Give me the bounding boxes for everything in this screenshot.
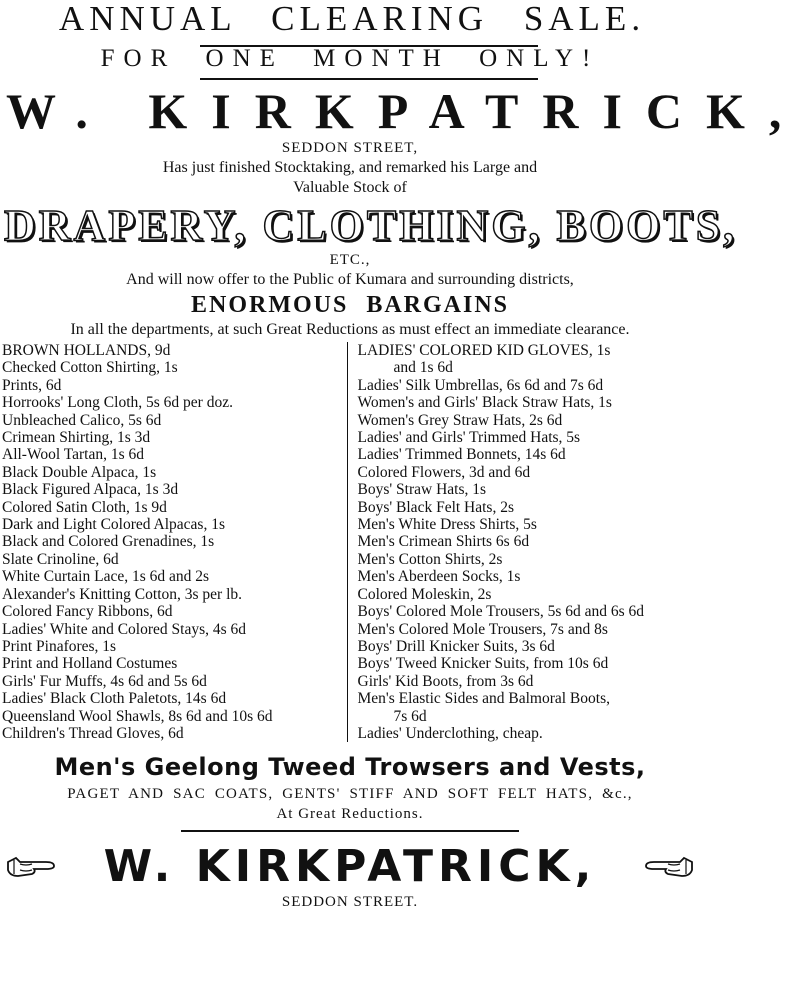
list-item: All-Wool Tartan, 1s 6d <box>2 446 145 464</box>
price-list-right <box>347 342 701 742</box>
list-item: Ladies' White and Colored Stays, 4s 6d <box>2 620 247 638</box>
list-item: Prints, 6d <box>2 376 62 394</box>
list-item: Ladies' Black Cloth Paletots, 14s 6d <box>2 690 227 708</box>
list-item: BROWN HOLLANDS, 9d <box>2 342 171 359</box>
merchant-name: W. KIRKPATRICK, <box>6 83 805 139</box>
footer-street-address: SEDDON STREET. <box>281 894 419 911</box>
list-item: Crimean Shirting, 1s 3d <box>2 429 151 447</box>
price-list <box>0 342 700 742</box>
headline-rule-bottom <box>200 78 538 80</box>
list-item: Dark and Light Colored Alpacas, 1s <box>2 516 225 534</box>
footer-signature <box>0 842 700 892</box>
list-item: Children's Thread Gloves, 6d <box>2 724 184 742</box>
list-item: Black Double Alpaca, 1s <box>2 463 157 481</box>
list-item: Boys' Drill Knicker Suits, 3s 6d <box>357 637 555 655</box>
list-item: Ladies' Underclothing, cheap. <box>357 724 543 742</box>
bargains-heading: ENORMOUS BARGAINS <box>190 292 510 318</box>
list-item: Boys' Colored Mole Trousers, 5s 6d and 6s 6d <box>357 603 645 621</box>
intro-line-2: Valuable Stock of <box>293 179 407 196</box>
list-item: Men's Crimean Shirts 6s 6d <box>357 533 530 551</box>
offer-line: And will now offer to the Public of Kumara and surrounding districts, <box>126 271 574 288</box>
footer-rule <box>181 830 519 832</box>
great-reductions: At Great Reductions. <box>276 806 424 823</box>
list-item: Colored Flowers, 3d and 6d <box>357 463 531 481</box>
list-item: Men's Elastic Sides and Balmoral Boots, <box>357 690 610 708</box>
pointing-hand-left-icon <box>642 852 694 882</box>
street-address: SEDDON STREET, <box>281 140 419 156</box>
list-item: Women's Grey Straw Hats, 2s 6d <box>357 411 563 429</box>
list-item: Men's Colored Mole Trousers, 7s and 8s <box>357 620 608 638</box>
list-item: Alexander's Knitting Cotton, 3s per lb. <box>2 585 243 603</box>
list-item: Black and Colored Grenadines, 1s <box>2 533 215 551</box>
list-item: Girls' Fur Muffs, 4s 6d and 5s 6d <box>2 672 207 690</box>
list-item: Ladies' and Girls' Trimmed Hats, 5s <box>357 429 581 447</box>
list-item: Print and Holland Costumes <box>2 655 178 673</box>
list-item: LADIES' COLORED KID GLOVES, 1s <box>357 342 611 359</box>
list-item: Print Pinafores, 1s <box>2 637 117 655</box>
list-item: Checked Cotton Shirting, 1s <box>2 359 178 377</box>
price-list-left <box>0 342 345 742</box>
headline-rule-top <box>200 45 538 47</box>
etc-label: ETC., <box>329 252 371 268</box>
stock-banner: DRAPERY, CLOTHING, BOOTS, <box>4 201 738 250</box>
subhead: FOR ONE MONTH ONLY! <box>100 45 600 72</box>
list-item: Horrooks' Long Cloth, 5s 6d per doz. <box>2 394 233 412</box>
list-item: Queensland Wool Shawls, 8s 6d and 10s 6d <box>2 707 273 725</box>
pointing-hand-right-icon <box>6 852 58 882</box>
list-item: Colored Moleskin, 2s <box>357 585 492 603</box>
list-item: Colored Fancy Ribbons, 6d <box>2 603 173 621</box>
list-item: Men's Cotton Shirts, 2s <box>357 550 503 568</box>
headline: ANNUAL CLEARING SALE. <box>58 0 646 38</box>
list-item: Colored Satin Cloth, 1s 9d <box>2 498 167 516</box>
list-item: Black Figured Alpaca, 1s 3d <box>2 481 179 499</box>
coats-hats-line: PAGET AND SAC COATS, GENTS' STIFF AND SOFT FELT HATS, &c., <box>67 786 633 803</box>
list-item: Boys' Black Felt Hats, 2s <box>357 498 514 516</box>
list-item: Ladies' Silk Umbrellas, 6s 6d and 7s 6d <box>357 376 604 394</box>
footer-merchant-name: W. KIRKPATRICK, <box>103 841 597 893</box>
list-item: Boys' Straw Hats, 1s <box>357 481 487 499</box>
list-item: Ladies' Trimmed Bonnets, 14s 6d <box>357 446 566 464</box>
list-item: Men's Aberdeen Socks, 1s <box>357 568 521 586</box>
list-item: Women's and Girls' Black Straw Hats, 1s <box>357 394 612 412</box>
reductions-paragraph: In all the departments, at such Great Reductions as must effect an immediate clearance. <box>70 321 630 338</box>
list-item: Girls' Kid Boots, from 3s 6d <box>357 672 534 690</box>
list-item: Slate Crinoline, 6d <box>2 550 119 568</box>
geelong-banner: Men's Geelong Tweed Trowsers and Vests, <box>54 753 646 782</box>
list-item: Men's White Dress Shirts, 5s <box>357 516 537 534</box>
list-item: Boys' Tweed Knicker Suits, from 10s 6d <box>357 655 609 673</box>
list-item: 7s 6d <box>393 707 427 725</box>
list-item: Unbleached Calico, 5s 6d <box>2 411 162 429</box>
list-item: and 1s 6d <box>393 359 453 377</box>
intro-line-1: Has just finished Stocktaking, and remarked his Large and <box>162 159 538 176</box>
list-item: White Curtain Lace, 1s 6d and 2s <box>2 568 210 586</box>
